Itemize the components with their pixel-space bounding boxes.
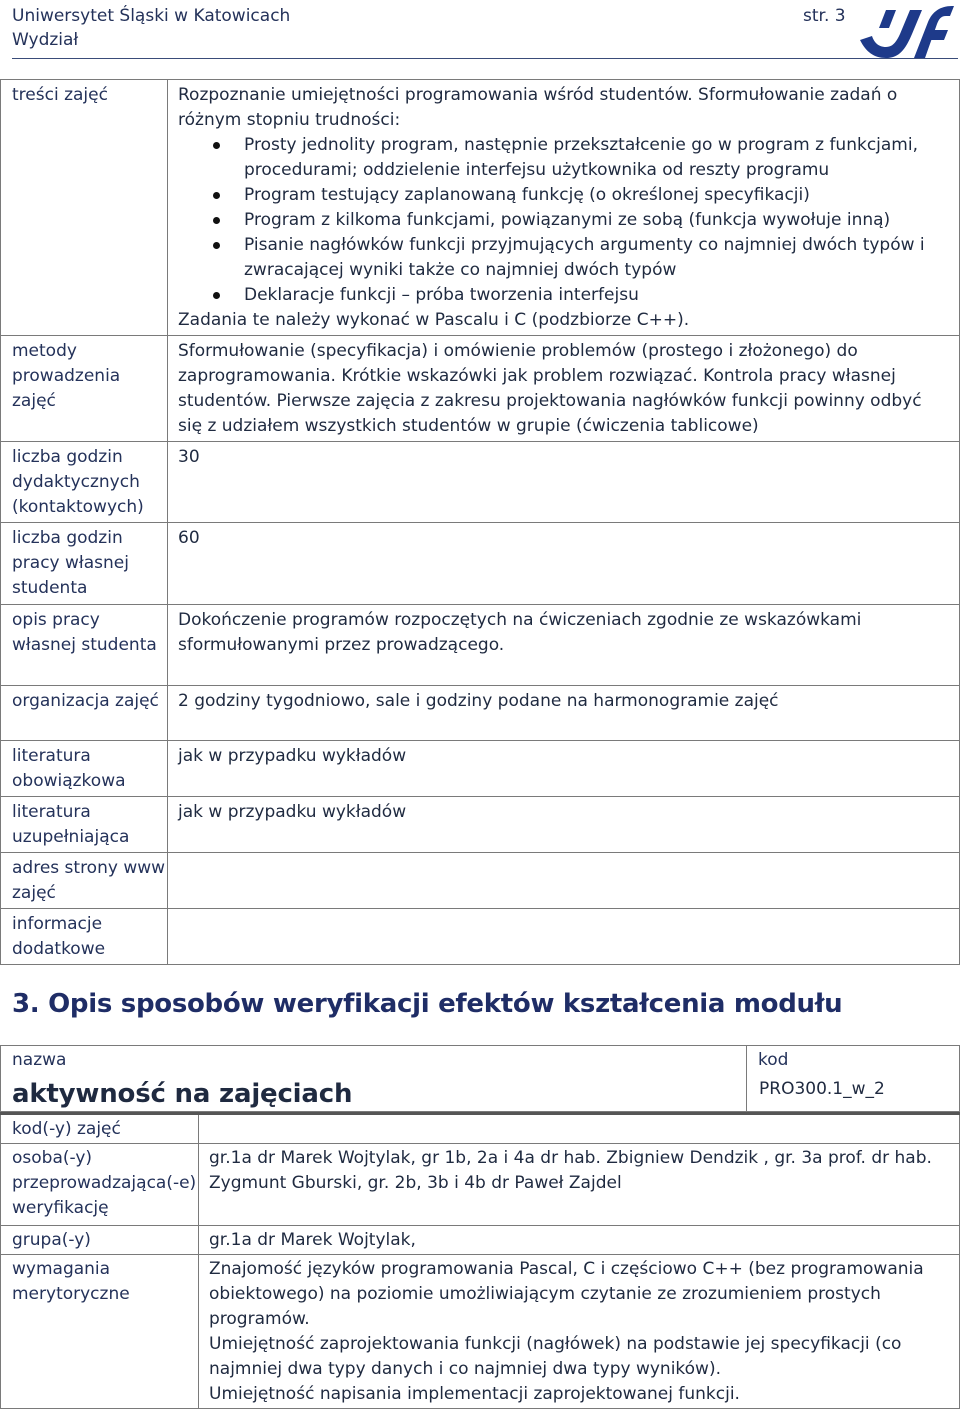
university-logo-icon — [856, 0, 956, 66]
table-row — [1, 1226, 960, 1255]
name-cell — [1, 1046, 747, 1112]
row-label: kod(-y) zajęć — [1, 1114, 199, 1144]
page-number: str. 3 — [803, 6, 846, 26]
table-row — [1, 1255, 960, 1409]
row-label: liczba godzin dydaktycznych (kontaktowych) — [1, 442, 168, 523]
table-row — [1, 853, 960, 909]
course-details-table — [0, 79, 960, 965]
table-row — [1, 442, 960, 523]
content-bullet-list — [178, 133, 949, 308]
code-value: PRO300.1_w_2 — [759, 1079, 885, 1099]
row-label: literatura obowiązkowa — [1, 741, 168, 797]
code-label: kod — [758, 1050, 789, 1070]
list-item: Deklaracje funkcji – próba tworzenia interfejsu — [178, 283, 949, 308]
row-value: 2 godziny tygodniowo, sale i godziny podane na harmonogramie zajęć — [168, 686, 960, 741]
row-label: literatura uzupełniająca — [1, 797, 168, 853]
requirements-cell — [199, 1255, 960, 1409]
table-row — [1, 1144, 960, 1226]
row-value — [199, 1114, 960, 1144]
header-rule — [12, 58, 958, 59]
requirement-line: Umiejętność zaprojektowania funkcji (nagłówek) na podstawie jej specyfikacji (co najmniej dwa typy danych i co najmniej dwa typy wyników). — [209, 1334, 902, 1379]
list-item: Prosty jednolity program, następnie przekształcenie go w program z funkcjami, procedurami; oddzielenie interfejsu użytkownika od reszty programu — [178, 133, 949, 183]
table-row — [1, 336, 960, 442]
list-item: Program testujący zaplanowaną funkcję (o określonej specyfikacji) — [178, 183, 949, 208]
row-label: adres strony www zajęć — [1, 853, 168, 909]
requirement-line: Znajomość języków programowania Pascal, C i częściowo C++ (bez programowania obiektowego) na poziomie umożliwiającym czytanie ze zrozumieniem prostych programów. — [209, 1259, 924, 1329]
row-label: wymagania merytoryczne — [1, 1255, 199, 1409]
table-row — [1, 523, 960, 605]
row-value: 60 — [168, 523, 960, 605]
faculty-name: Wydział — [12, 30, 79, 50]
verification-details-table — [0, 1112, 960, 1409]
document-header — [12, 4, 290, 52]
row-label: organizacja zajęć — [1, 686, 168, 741]
list-item: Program z kilkoma funkcjami, powiązanymi ze sobą (funkcja wywołuje inną) — [178, 208, 949, 233]
verification-name-table — [0, 1045, 960, 1112]
content-outro: Zadania te należy wykonać w Pascalu i C (podzbiorze C++). — [178, 310, 690, 330]
row-label: osoba(-y) przeprowadzająca(-e) weryfikację — [1, 1144, 199, 1226]
row-label: metody prowadzenia zajęć — [1, 336, 168, 442]
row-value — [168, 853, 960, 909]
table-row — [1, 741, 960, 797]
table-row — [1, 605, 960, 686]
table-row — [1, 1046, 960, 1112]
row-value: 30 — [168, 442, 960, 523]
row-label: liczba godzin pracy własnej studenta — [1, 523, 168, 605]
row-value: jak w przypadku wykładów — [168, 741, 960, 797]
row-value: gr.1a dr Marek Wojtylak, — [199, 1226, 960, 1255]
name-label: nazwa — [12, 1050, 67, 1070]
row-label: grupa(-y) — [1, 1226, 199, 1255]
row-value — [168, 909, 960, 965]
list-item: Pisanie nagłówków funkcji przyjmujących argumenty co najmniej dwóch typów i zwracającej wyniki także co najmniej dwóch typów — [178, 233, 949, 283]
row-value: Sformułowanie (specyfikacja) i omówienie problemów (prostego i złożonego) do zaprogramowania. Krótkie wskazówki jak problem rozwiązać. Kontrola pracy własnej studentów. Pierwsze zajęcia z zakresu projektowania nagłówków funkcji powinny odbyć się z udziałem wszystkich studentów w grupie (ćwiczenia tablicowe) — [168, 336, 960, 442]
university-name: Uniwersytet Śląski w Katowicach — [12, 6, 291, 26]
code-cell — [747, 1046, 960, 1112]
row-value: gr.1a dr Marek Wojtylak, gr 1b, 2a i 4a dr hab. Zbigniew Dendzik , gr. 3a prof. dr hab. Zygmunt Gburski, gr. 2b, 3b i 4b dr Paweł Zajdel — [199, 1144, 960, 1226]
row-value: Dokończenie programów rozpoczętych na ćwiczeniach zgodnie ze wskazówkami sformułowanymi przez prowadzącego. — [168, 605, 960, 686]
table-row — [1, 797, 960, 853]
row-label: treści zajęć — [1, 80, 168, 336]
table-row — [1, 1114, 960, 1144]
table-row — [1, 686, 960, 741]
section-title: 3. Opis sposobów weryfikacji efektów kształcenia modułu — [12, 989, 843, 1019]
content-intro: Rozpoznanie umiejętności programowania wśród studentów. Sformułowanie zadań o różnym stopniu trudności: — [178, 85, 898, 130]
requirement-line: Umiejętność napisania implementacji zaprojektowanej funkcji. — [209, 1384, 740, 1404]
activity-name: aktywność na zajęciach — [12, 1079, 353, 1109]
row-label: informacje dodatkowe — [1, 909, 168, 965]
row-value: jak w przypadku wykładów — [168, 797, 960, 853]
row-label: opis pracy własnej studenta — [1, 605, 168, 686]
table-row — [1, 80, 960, 336]
table-row — [1, 909, 960, 965]
course-content-cell — [168, 80, 960, 336]
